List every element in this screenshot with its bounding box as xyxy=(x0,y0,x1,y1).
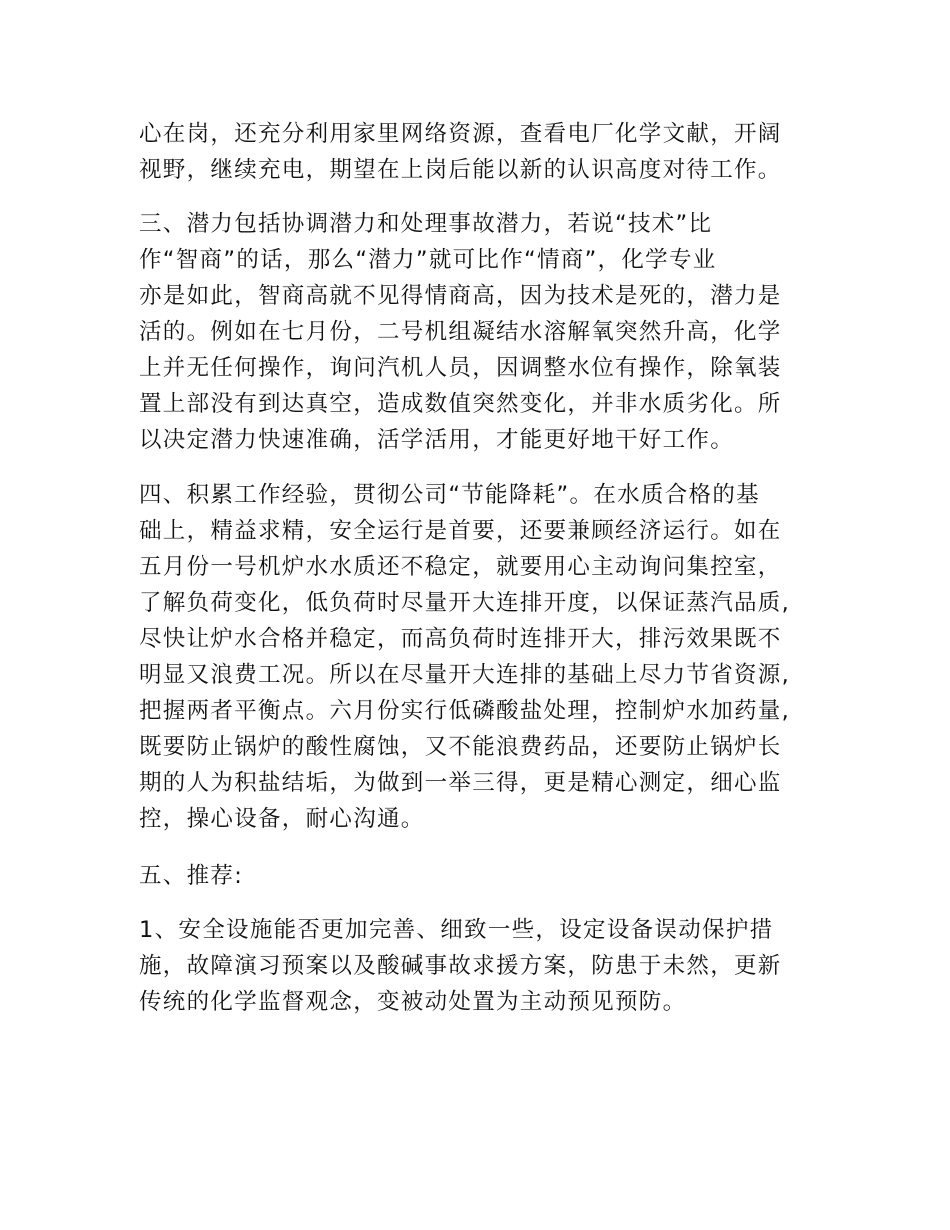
text-line: 活的。例如在七月份，二号机组凝结水溶解氧突然升高，化学 xyxy=(139,319,782,345)
text-line: 础上，精益求精，安全运行是首要，还要兼顾经济运行。如在 xyxy=(139,518,782,544)
text-line: 四、积累工作经验，贯彻公司“节能降耗”。在水质合格的基 xyxy=(139,482,760,508)
text-line: 控，操心设备，耐心沟通。 xyxy=(139,806,425,832)
section-5-heading xyxy=(139,858,819,894)
text-line: 以决定潜力快速准确，活学活用，才能更好地干好工作。 xyxy=(139,427,735,453)
text-line: 了解负荷变化，低负荷时尽量开大连排开度，以保证蒸汽品质, xyxy=(139,590,791,616)
text-line: 心在岗，还充分利用家里网络资源，查看电厂化学文献，开阔 xyxy=(139,121,782,147)
text-line: 上并无任何操作，询问汽机人员，因调整水位有操作，除氧装 xyxy=(139,355,782,381)
text-line: 传统的化学监督观念，变被动处置为主动预见预防。 xyxy=(139,989,687,1015)
text-line: 置上部没有到达真空，造成数值突然变化，并非水质劣化。所 xyxy=(139,391,782,417)
text-line: 亦是如此，智商高就不见得情商高，因为技术是死的，潜力是 xyxy=(139,283,782,309)
paragraph-recommendation-1 xyxy=(139,912,819,1020)
text-line: 五、推荐: xyxy=(139,863,244,889)
text-line: 把握两者平衡点。六月份实行低磷酸盐处理，控制炉水加药量, xyxy=(139,698,791,724)
text-line: 三、潜力包括协调潜力和处理事故潜力，若说“技术”比 xyxy=(139,211,713,237)
paragraph-section-4-experience xyxy=(139,477,819,837)
text-line: 尽快让炉水合格并稳定，而高负荷时连排开大，排污效果既不 xyxy=(139,626,782,652)
text-line: 五月份一号机炉水水质还不稳定，就要用心主动询问集控室， xyxy=(139,554,782,580)
text-line: 1、安全设施能否更加完善、细致一些，设定设备误动保护措 xyxy=(139,917,774,943)
text-line: 作“智商”的话，那么“潜力”就可比作“情商”，化学专业 xyxy=(139,247,717,273)
paragraph-online-study xyxy=(139,116,819,188)
text-line: 既要防止锅炉的酸性腐蚀，又不能浪费药品，还要防止锅炉长 xyxy=(139,734,782,760)
paragraph-section-3-potential xyxy=(139,206,819,458)
text-line: 明显又浪费工况。所以在尽量开大连排的基础上尽力节省资源, xyxy=(139,662,791,688)
text-line: 期的人为积盐结垢，为做到一举三得，更是精心测定，细心监 xyxy=(139,770,782,796)
text-line: 视野，继续充电，期望在上岗后能以新的认识高度对待工作。 xyxy=(139,157,782,183)
text-line: 施，故障演习预案以及酸碱事故求援方案，防患于未然，更新 xyxy=(139,953,782,979)
